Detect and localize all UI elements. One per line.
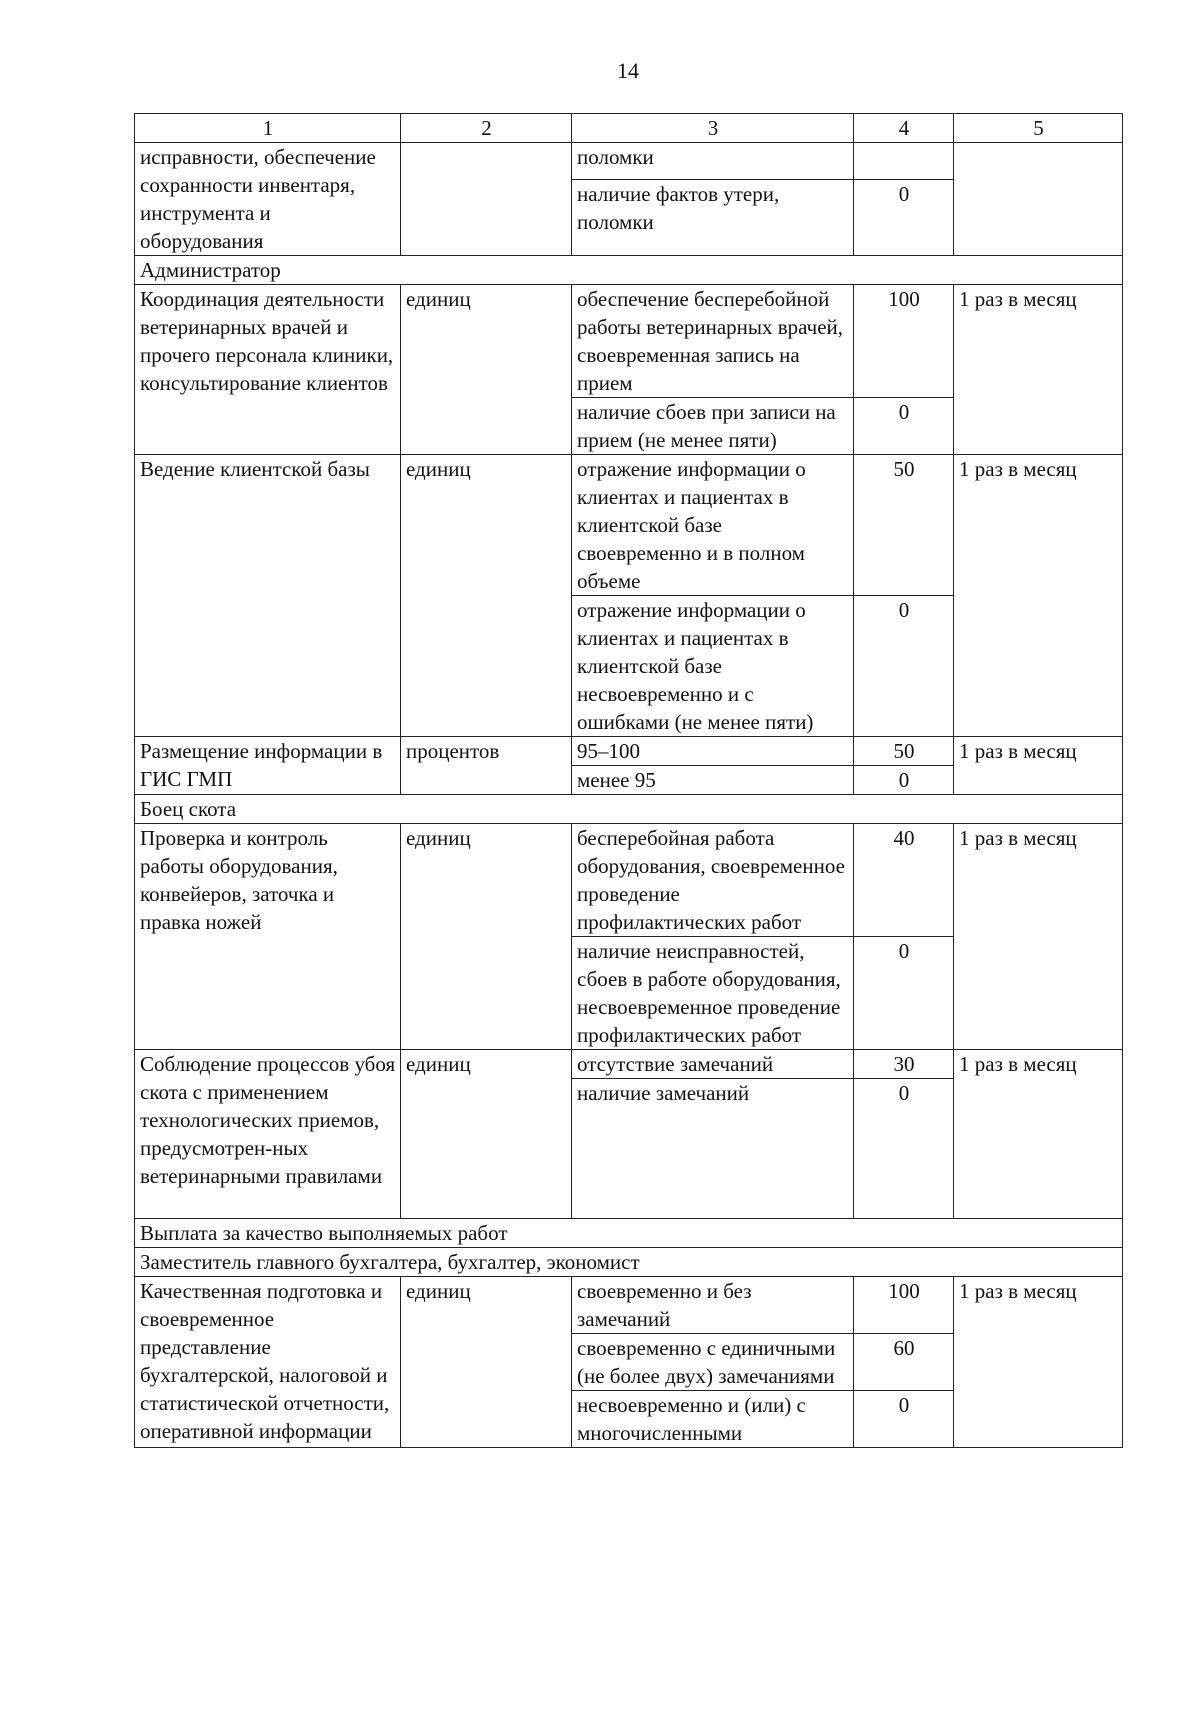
period-cell: 1 раз в месяц: [954, 455, 1123, 737]
indicator-cell: наличие фактов утери, поломки: [572, 180, 854, 256]
criterion-cell: Проверка и контроль работы оборудования, конвейеров, заточка и правка ножей: [135, 824, 401, 1050]
indicator-cell: отражение информации о клиентах и пациентах в клиентской базе несвоевременно и с ошибками (не менее пяти): [572, 596, 854, 737]
unit-cell: единиц: [401, 1277, 572, 1448]
indicator-cell: 95–100: [572, 737, 854, 766]
indicator-cell: менее 95: [572, 766, 854, 795]
unit-cell: процентов: [401, 737, 572, 795]
indicator-cell: наличие неисправностей, сбоев в работе оборудования, несвоевременное проведение профилактических работ: [572, 937, 854, 1050]
header-cell: 4: [854, 114, 954, 143]
unit-cell: единиц: [401, 285, 572, 455]
value-cell: 0: [854, 1079, 954, 1219]
indicator-cell: отражение информации о клиентах и пациентах в клиентской базе своевременно и в полном объеме: [572, 455, 854, 596]
section-heading: Боец скота: [135, 795, 1123, 824]
table-row: [135, 824, 1123, 937]
value-cell: 0: [854, 180, 954, 256]
table-row: [135, 285, 1123, 398]
section-row: [135, 256, 1123, 285]
indicator-cell: обеспечение бесперебойной работы ветеринарных врачей, своевременная запись на прием: [572, 285, 854, 398]
value-cell: 0: [854, 398, 954, 455]
header-cell: 2: [401, 114, 572, 143]
section-row: [135, 795, 1123, 824]
period-cell: 1 раз в месяц: [954, 737, 1123, 795]
table-row: [135, 1277, 1123, 1334]
unit-cell: единиц: [401, 455, 572, 737]
criterion-cell: Размещение информации в ГИС ГМП: [135, 737, 401, 795]
period-cell: 1 раз в месяц: [954, 824, 1123, 1050]
table-row: [135, 455, 1123, 596]
unit-cell: единиц: [401, 824, 572, 1050]
value-cell: 0: [854, 937, 954, 1050]
table-row: [135, 1050, 1123, 1079]
criterion-cell: Ведение клиентской базы: [135, 455, 401, 737]
value-cell: 60: [854, 1334, 954, 1391]
unit-cell: [401, 143, 572, 256]
value-cell: 30: [854, 1050, 954, 1079]
indicator-cell: своевременно и без замечаний: [572, 1277, 854, 1334]
indicator-cell: несвоевременно и (или) с многочисленными: [572, 1391, 854, 1448]
unit-cell: единиц: [401, 1050, 572, 1219]
header-row: [135, 114, 1123, 143]
value-cell: 100: [854, 1277, 954, 1334]
period-cell: 1 раз в месяц: [954, 1050, 1123, 1219]
criterion-cell: Качественная подготовка и своевременное представление бухгалтерской, налоговой и статистической отчетности, оперативной информации: [135, 1277, 401, 1448]
section-heading: Выплата за качество выполняемых работ: [135, 1219, 1123, 1248]
period-cell: [954, 143, 1123, 256]
period-cell: 1 раз в месяц: [954, 1277, 1123, 1448]
table-row: [135, 143, 1123, 180]
value-cell: 0: [854, 766, 954, 795]
section-row: [135, 1248, 1123, 1277]
section-heading: Администратор: [135, 256, 1123, 285]
header-cell: 5: [954, 114, 1123, 143]
value-cell: 40: [854, 824, 954, 937]
indicator-cell: своевременно с единичными (не более двух) замечаниями: [572, 1334, 854, 1391]
value-cell: 0: [854, 1391, 954, 1448]
criteria-table: [134, 113, 1123, 1448]
header-cell: 3: [572, 114, 854, 143]
criterion-cell: Соблюдение процессов убоя скота с применением технологических приемов, предусмотрен-ных ветеринарными правилами: [135, 1050, 401, 1219]
section-heading: Заместитель главного бухгалтера, бухгалтер, экономист: [135, 1248, 1123, 1277]
value-cell: 50: [854, 455, 954, 596]
value-cell: 0: [854, 596, 954, 737]
value-cell: 100: [854, 285, 954, 398]
criterion-cell: исправности, обеспечение сохранности инвентаря, инструмента и оборудования: [135, 143, 401, 256]
period-cell: 1 раз в месяц: [954, 285, 1123, 455]
indicator-cell: наличие замечаний: [572, 1079, 854, 1219]
indicator-cell: бесперебойная работа оборудования, своевременное проведение профилактических работ: [572, 824, 854, 937]
header-cell: 1: [135, 114, 401, 143]
page-number: 14: [617, 58, 639, 83]
value-cell: [854, 143, 954, 180]
indicator-cell: поломки: [572, 143, 854, 180]
section-row: [135, 1219, 1123, 1248]
value-cell: 50: [854, 737, 954, 766]
indicator-cell: наличие сбоев при записи на прием (не менее пяти): [572, 398, 854, 455]
indicator-cell: отсутствие замечаний: [572, 1050, 854, 1079]
criterion-cell: Координация деятельности ветеринарных врачей и прочего персонала клиники, консультирование клиентов: [135, 285, 401, 455]
table-row: [135, 737, 1123, 766]
